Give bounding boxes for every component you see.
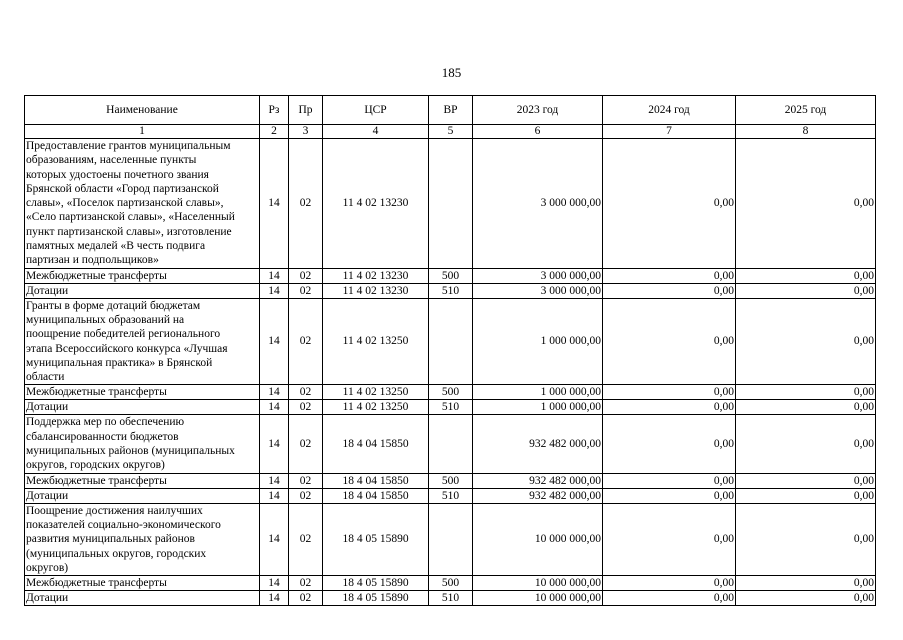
column-number: 4 [323, 125, 429, 139]
cell-2024: 0,00 [603, 298, 736, 385]
cell-name-line: сбалансированности бюджетов [26, 430, 179, 443]
cell-2023: 932 482 000,00 [473, 415, 603, 473]
cell-2025: 0,00 [736, 415, 876, 473]
cell-rz: 14 [260, 385, 289, 400]
cell-csr: 11 4 02 13230 [323, 283, 429, 298]
cell-2025: 0,00 [736, 503, 876, 575]
cell-rz: 14 [260, 298, 289, 385]
table-row [25, 385, 876, 400]
cell-name-line: развития муниципальных районов [26, 533, 195, 546]
cell-name-line: Предоставление грантов муниципальным [26, 140, 231, 152]
budget-table [24, 95, 876, 606]
cell-name-line: (муниципальных округов, городских [26, 547, 207, 560]
cell-name-line: Дотации [26, 401, 69, 414]
cell-name-line: славы», «Поселок партизанской славы», [26, 197, 224, 210]
cell-name [25, 415, 260, 473]
cell-2024: 0,00 [603, 591, 736, 606]
cell-name [25, 576, 260, 591]
cell-name [25, 385, 260, 400]
cell-2025: 0,00 [736, 385, 876, 400]
table-row [25, 400, 876, 415]
header-csr: ЦСР [323, 96, 429, 125]
cell-2025: 0,00 [736, 473, 876, 488]
cell-csr: 18 4 04 15850 [323, 473, 429, 488]
table-row [25, 488, 876, 503]
cell-rz: 14 [260, 503, 289, 575]
cell-2023: 932 482 000,00 [473, 473, 603, 488]
cell-2023: 1 000 000,00 [473, 298, 603, 385]
cell-rz: 14 [260, 415, 289, 473]
header-2023: 2023 год [473, 96, 603, 125]
cell-vr [429, 415, 473, 473]
cell-name [25, 268, 260, 283]
column-number: 2 [260, 125, 289, 139]
cell-vr [429, 139, 473, 269]
cell-vr: 510 [429, 283, 473, 298]
cell-2023: 3 000 000,00 [473, 283, 603, 298]
header-vr: ВР [429, 96, 473, 125]
cell-name-line: Брянской области «Город партизанской [26, 182, 219, 195]
header-row [25, 96, 876, 125]
table-row [25, 591, 876, 606]
cell-2025: 0,00 [736, 283, 876, 298]
cell-2024: 0,00 [603, 385, 736, 400]
cell-name [25, 591, 260, 606]
cell-2024: 0,00 [603, 503, 736, 575]
cell-2025: 0,00 [736, 400, 876, 415]
cell-name [25, 473, 260, 488]
cell-vr: 510 [429, 591, 473, 606]
cell-name-line: Межбюджетные трансферты [26, 386, 167, 399]
cell-name-line: Дотации [26, 489, 69, 502]
column-number: 1 [25, 125, 260, 139]
cell-name-line: Дотации [26, 592, 69, 605]
cell-name-line: Поддержка мер по обеспечению [26, 416, 185, 429]
cell-2023: 932 482 000,00 [473, 488, 603, 503]
cell-pr: 02 [289, 473, 323, 488]
cell-vr [429, 298, 473, 385]
cell-2023: 3 000 000,00 [473, 268, 603, 283]
cell-2025: 0,00 [736, 139, 876, 269]
cell-2025: 0,00 [736, 488, 876, 503]
cell-name-line: муниципальных образований на [26, 313, 185, 326]
table-row [25, 268, 876, 283]
cell-2023: 3 000 000,00 [473, 139, 603, 269]
cell-rz: 14 [260, 400, 289, 415]
cell-rz: 14 [260, 473, 289, 488]
cell-2024: 0,00 [603, 576, 736, 591]
column-number: 5 [429, 125, 473, 139]
cell-csr: 11 4 02 13250 [323, 385, 429, 400]
cell-name [25, 488, 260, 503]
cell-2024: 0,00 [603, 400, 736, 415]
cell-pr: 02 [289, 139, 323, 269]
cell-2025: 0,00 [736, 591, 876, 606]
column-number: 3 [289, 125, 323, 139]
cell-rz: 14 [260, 283, 289, 298]
cell-name-line: Поощрение достижения наилучших [26, 504, 203, 517]
cell-name-line: пункт партизанской славы», изготовление [26, 225, 232, 238]
cell-name-line: памятных медалей «В честь подвига [26, 240, 206, 253]
cell-2023: 1 000 000,00 [473, 400, 603, 415]
cell-name-line: «Село партизанской славы», «Населенный [26, 211, 235, 224]
table-row [25, 576, 876, 591]
cell-name-line: округов) [26, 561, 69, 574]
cell-name [25, 400, 260, 415]
cell-rz: 14 [260, 591, 289, 606]
cell-pr: 02 [289, 298, 323, 385]
cell-pr: 02 [289, 400, 323, 415]
column-number: 6 [473, 125, 603, 139]
cell-name [25, 139, 260, 269]
header-name: Наименование [25, 96, 260, 125]
cell-vr: 500 [429, 576, 473, 591]
header-pr: Пр [289, 96, 323, 125]
cell-csr: 18 4 05 15890 [323, 503, 429, 575]
cell-2025: 0,00 [736, 298, 876, 385]
cell-name-line: этапа Всероссийского конкурса «Лучшая [26, 342, 228, 355]
cell-name-line: которых удостоены почетного звания [26, 168, 209, 181]
cell-rz: 14 [260, 576, 289, 591]
cell-csr: 11 4 02 13230 [323, 139, 429, 269]
table-row [25, 139, 876, 269]
cell-2024: 0,00 [603, 268, 736, 283]
cell-pr: 02 [289, 488, 323, 503]
cell-pr: 02 [289, 591, 323, 606]
cell-2023: 10 000 000,00 [473, 503, 603, 575]
table-row [25, 415, 876, 473]
cell-csr: 18 4 05 15890 [323, 576, 429, 591]
cell-name-line: поощрение победителей регионального [26, 328, 221, 341]
cell-name-line: партизан и подпольщиков» [26, 254, 159, 267]
cell-csr: 11 4 02 13250 [323, 400, 429, 415]
cell-name-line: Гранты в форме дотаций бюджетам [26, 299, 201, 312]
table-row [25, 503, 876, 575]
header-2024: 2024 год [603, 96, 736, 125]
table-row [25, 283, 876, 298]
cell-2024: 0,00 [603, 283, 736, 298]
cell-vr: 510 [429, 488, 473, 503]
cell-csr: 11 4 02 13250 [323, 298, 429, 385]
cell-2024: 0,00 [603, 488, 736, 503]
cell-2025: 0,00 [736, 268, 876, 283]
cell-csr: 18 4 04 15850 [323, 488, 429, 503]
cell-2025: 0,00 [736, 576, 876, 591]
cell-name-line: Межбюджетные трансферты [26, 577, 167, 590]
cell-vr [429, 503, 473, 575]
cell-vr: 510 [429, 400, 473, 415]
cell-name-line: муниципальных районов (муниципальных [26, 445, 235, 458]
header-2025: 2025 год [736, 96, 876, 125]
cell-csr: 18 4 04 15850 [323, 415, 429, 473]
cell-vr: 500 [429, 385, 473, 400]
table-row [25, 298, 876, 385]
cell-name-line: Межбюджетные трансферты [26, 474, 167, 487]
cell-name [25, 298, 260, 385]
column-number: 8 [736, 125, 876, 139]
cell-2024: 0,00 [603, 415, 736, 473]
cell-2024: 0,00 [603, 139, 736, 269]
cell-vr: 500 [429, 268, 473, 283]
cell-2023: 1 000 000,00 [473, 385, 603, 400]
cell-pr: 02 [289, 385, 323, 400]
cell-pr: 02 [289, 283, 323, 298]
cell-rz: 14 [260, 139, 289, 269]
cell-name-line: показателей социально-экономического [26, 518, 221, 531]
cell-2023: 10 000 000,00 [473, 576, 603, 591]
page-number: 185 [441, 65, 462, 80]
cell-pr: 02 [289, 268, 323, 283]
header-rz: Рз [260, 96, 289, 125]
table-body [25, 139, 876, 606]
cell-2024: 0,00 [603, 473, 736, 488]
cell-name-line: муниципальная практика» в Брянской [26, 356, 213, 369]
cell-pr: 02 [289, 576, 323, 591]
cell-csr: 18 4 05 15890 [323, 591, 429, 606]
cell-name-line: Дотации [26, 284, 69, 297]
cell-csr: 11 4 02 13230 [323, 268, 429, 283]
cell-name-line: округов, городских округов) [26, 459, 165, 472]
cell-name-line: Межбюджетные трансферты [26, 269, 167, 282]
cell-rz: 14 [260, 488, 289, 503]
cell-2023: 10 000 000,00 [473, 591, 603, 606]
cell-vr: 500 [429, 473, 473, 488]
table-row [25, 473, 876, 488]
cell-rz: 14 [260, 268, 289, 283]
column-number: 7 [603, 125, 736, 139]
cell-name-line: образованиям, населенные пункты [26, 154, 197, 167]
cell-pr: 02 [289, 503, 323, 575]
cell-name-line: области [26, 371, 65, 384]
column-number-row [25, 125, 876, 139]
cell-pr: 02 [289, 415, 323, 473]
cell-name [25, 283, 260, 298]
cell-name [25, 503, 260, 575]
